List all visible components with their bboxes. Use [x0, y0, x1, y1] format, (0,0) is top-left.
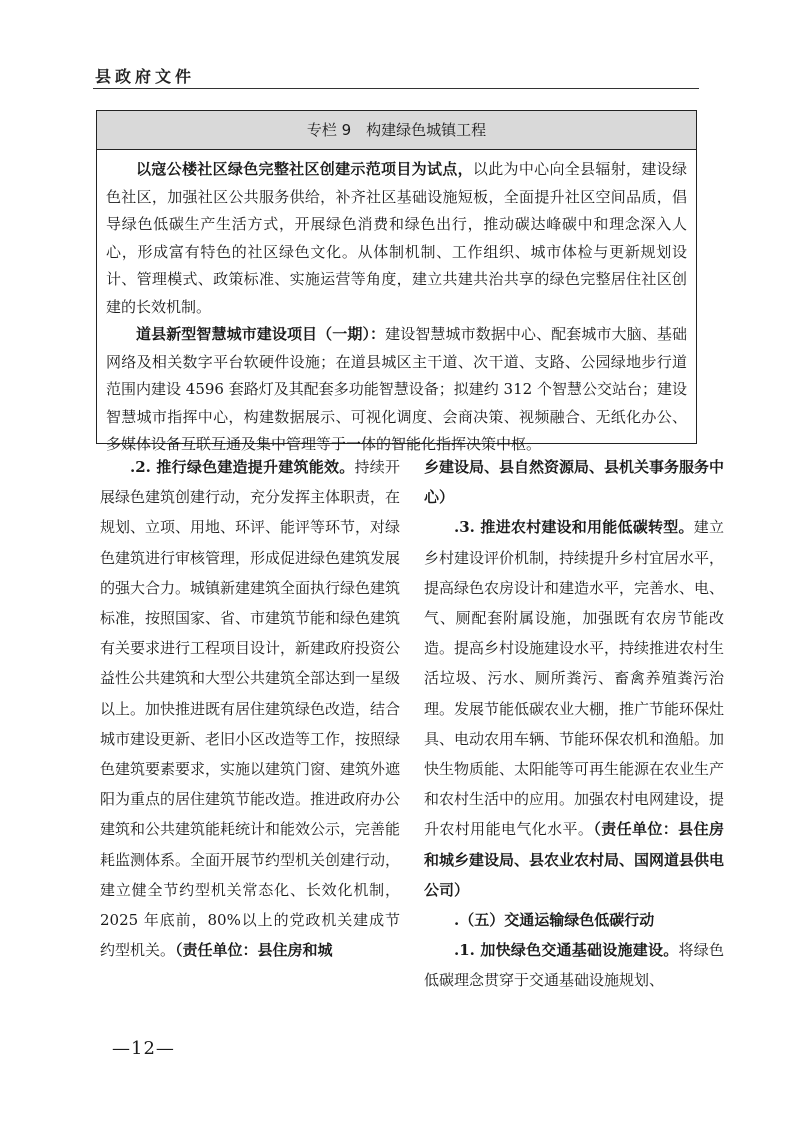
section-heading: .（五）交通运输绿色低碳行动	[454, 911, 655, 930]
paragraph-lead: 道县新型智慧城市建设项目（一期）：	[136, 325, 386, 343]
feature-box-title: 专栏 9 构建绿色城镇工程	[97, 111, 696, 150]
section-heading: .1. 加快绿色交通基础设施建设。	[454, 941, 679, 960]
responsible-units: （责任单位：县住房和城乡建设局、县农业农村局、国网道县供电公司）	[424, 820, 725, 899]
feature-box-body	[97, 150, 696, 459]
paragraph-lead: 以寇公楼社区绿色完整社区创建示范项目为试点，	[136, 160, 473, 178]
left-column	[100, 452, 400, 965]
right-column	[424, 452, 724, 996]
section-heading: .3. 推进农村建设和用能低碳转型。	[454, 518, 694, 537]
responsible-units: 乡建设局、县自然资源局、县机关事务服务中心）	[424, 458, 725, 507]
paragraph-text: 建立乡村建设评价机制，持续提升乡村宜居水平，提高绿色农房设计和建造水平，完善水、电、气、厕配套附属设施，加强既有农房节能改造。提高乡村设施建设水平，持续推进农村生活垃圾、污水、厕所粪污、畜禽养殖粪污治理。发展节能低碳农业大棚，推广节能环保灶具、电动农用车辆、节能环保农机和渔船。加快生物质能、太阳能等可再生能源在农业生产和农村生活中的应用。加强农村电网建设，提升农村用能电气化水平。	[424, 518, 725, 839]
header-divider	[93, 88, 699, 89]
page-number: —12—	[112, 1038, 175, 1059]
feature-box-paragraph	[106, 321, 687, 459]
body-paragraph	[424, 905, 724, 935]
paragraph-text: 持续开展绿色建筑创建行动，充分发挥主体职责，在规划、立项、用地、环评、能评等环节，对绿色建筑进行审核管理，形成促进绿色建筑发展的强大合力。城镇新建建筑全面执行绿色建筑标准，按照国家、省、市建筑节能和绿色建筑有关要求进行工程项目设计，新建政府投资公益性公共建筑和大型公共建筑全部达到一星级以上。加快推进既有居住建筑绿色改造，结合城市建设更新、老旧小区改造等工作，按照绿色建筑要素要求，实施以建筑门窗、建筑外遮阳为重点的居住建筑节能改造。推进政府办公建筑和公共建筑能耗统计和能效公示，完善能耗监测体系。全面开展节约型机关创建行动，建立健全节约型机关常态化、长效化机制，2025 年底前，80%以上的党政机关建成节约型机关。	[100, 458, 401, 960]
body-paragraph	[424, 512, 724, 905]
paragraph-text: 将绿色低碳理念贯穿于交通基础设施规划、	[424, 941, 724, 990]
paragraph-text: 以此为中心向全县辐射，建设绿色社区，加强社区公共服务供给，补齐社区基础设施短板，全面提升社区空间品质，倡导绿色低碳生产生活方式，开展绿色消费和绿色出行，推动碳达峰碳中和理念深入人心，形成富有特色的社区绿色文化。从体制机制、工作组织、城市体检与更新规划设计、管理模式、政策标准、实施运营等角度，建立共建共治共享的绿色完整居住社区创建的长效机制。	[106, 160, 687, 316]
section-heading: .2. 推行绿色建造提升建筑能效。	[130, 458, 355, 476]
body-paragraph	[100, 452, 400, 965]
responsible-units: （责任单位：县住房和城	[175, 941, 333, 960]
body-paragraph	[424, 935, 724, 995]
body-paragraph	[424, 452, 724, 512]
feature-box	[96, 110, 697, 453]
document-header-title: 县政府文件	[95, 67, 196, 86]
paragraph-text: 建设智慧城市数据中心、配套城市大脑、基础网络及相关数字平台软硬件设施；在道县城区主干道、次干道、支路、公园绿地步行道范围内建设 4596 套路灯及其配套多功能智慧设备；拟建约 312 个智慧公交站台；建设智慧城市指挥中心，构建数据展示、可视化调度、会商决策、视频融合、无纸化办公、多媒体设备互联互通及集中管理等于一体的智能化指挥决策中枢。	[106, 325, 687, 453]
feature-box-paragraph	[106, 156, 687, 321]
